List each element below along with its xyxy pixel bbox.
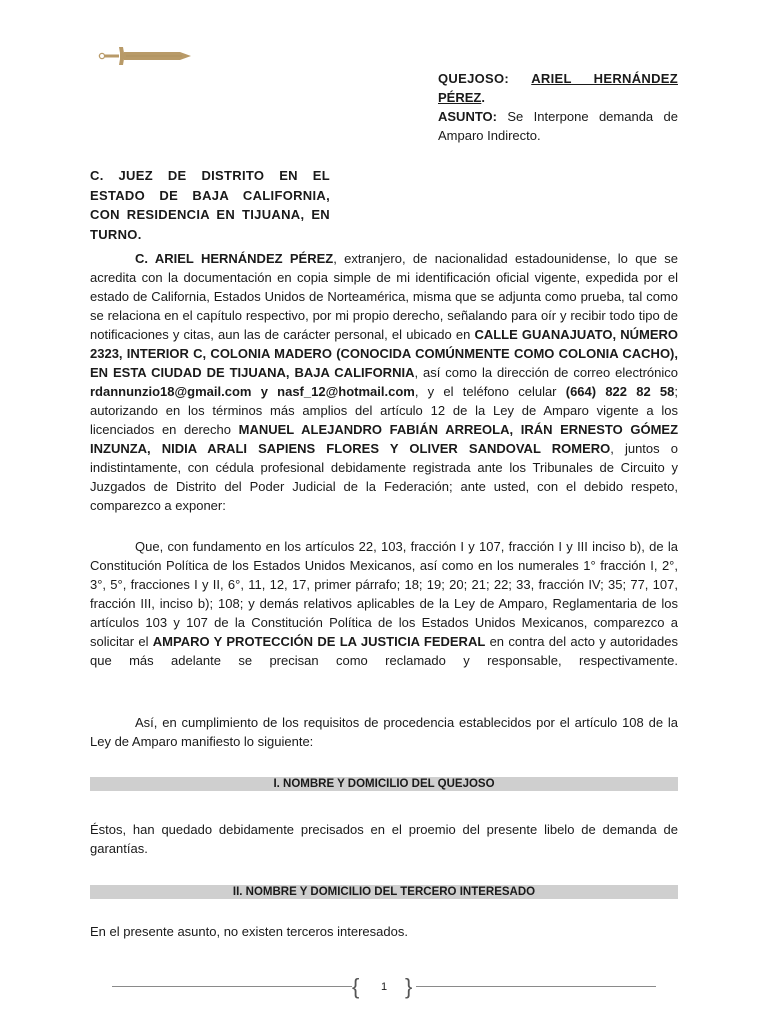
- asunto-label: ASUNTO:: [438, 109, 497, 124]
- case-header: [438, 69, 678, 145]
- plaintiff-name: C. ARIEL HERNÁNDEZ PÉREZ: [135, 251, 334, 266]
- quejoso-name: ARIEL HERNÁNDEZ: [531, 71, 678, 86]
- quejoso-name-continued: PÉREZ.: [438, 90, 485, 105]
- quejoso-line: [438, 69, 678, 88]
- section-heading-tercero: II. NOMBRE Y DOMICILIO DEL TERCERO INTERESADO: [90, 885, 678, 899]
- proemio-paragraph: C. ARIEL HERNÁNDEZ PÉREZ, extranjero, de nacionalidad estadounidense, lo que se acredita con la documentación en copia simple de mi identificación oficial vigente, expedida por el estado de California, Estados Unidos de Norteamérica, misma que se adjunta como prueba, tal como se relaciona en el capítulo respectivo, por mi propio derecho, señalando para oír y recibir todo tipo de notificaciones y citas, aun las de carácter personal, el ubicado en CALLE GUANAJUATO, NÚMERO 2323, INTERIOR C, COLONIA MADERO (CONOCIDA COMÚNMENTE COMO COLONIA CACHO), EN ESTA CIUDAD DE TIJUANA, BAJA CALIFORNIA, así como la dirección de correo electrónico rdannunzio18@gmail.com y nasf_12@hotmail.com, y el teléfono celular (664) 822 82 58; autorizando en los términos más amplios del artículo 12 de la Ley de Amparo vigente a los licenciados en derecho MANUEL ALEJANDRO FABIÁN ARREOLA, IRÁN ERNESTO GÓMEZ INZUNZA, NIDIA ARALI SAPIENS FLORES Y OLIVER SANDOVAL ROMERO, juntos o indistintamente, con cédula profesional debidamente registrada ante los Tribunales de Circuito y Juzgados de Distrito del Poder Judicial de la Federación; ante usted, con el debido respeto, comparezco a exponer:: [90, 251, 679, 513]
- quejoso-label: QUEJOSO:: [438, 71, 510, 86]
- asunto-line: [438, 107, 678, 145]
- authorized-lawyers: MANUEL ALEJANDRO FABIÁN ARREOLA, IRÁN ERNESTO GÓMEZ INZUNZA, NIDIA ARALI SAPIENS FLORES Y OLIVER SANDOVAL ROMERO: [90, 422, 679, 456]
- plaintiff-phone: (664) 822 82 58: [565, 384, 675, 399]
- section-heading-quejoso: I. NOMBRE Y DOMICILIO DEL QUEJOSO: [90, 777, 678, 791]
- section-one-paragraph: Éstos, han quedado debidamente precisados en el proemio del presente libelo de demanda de garantías.: [90, 822, 678, 856]
- amparo-request: AMPARO Y PROTECCIÓN DE LA JUSTICIA FEDERAL: [152, 634, 486, 649]
- addressee-judge: C. JUEZ DE DISTRITO EN EL ESTADO DE BAJA CALIFORNIA, CON RESIDENCIA EN TIJUANA, EN TURNO.: [90, 168, 330, 242]
- right-brace-icon: }: [405, 974, 413, 999]
- left-brace-icon: {: [352, 974, 360, 999]
- requirements-intro-paragraph: Así, en cumplimiento de los requisitos de procedencia establecidos por el artículo 108 de la Ley de Amparo manifiesto lo siguiente:: [90, 715, 678, 749]
- legal-basis-paragraph: Que, con fundamento en los artículos 22, 103, fracción I y 107, fracción I y III inciso b), de la Constitución Política de los Estados Unidos Mexicanos, así como en los numerales 1° fracción I, 2°, 3°, 5°, fracciones I y II, 6°, 11, 12, 17, primer párrafo; 18; 19; 20; 21; 22; 33, fracción IV; 35; 77, 107, fracción III, inciso b); 108; y demás relativos aplicables de la Ley de Amparo, Reglamentaria de los artículos 103 y 107 de la Constitución Política de los Estados Unidos Mexicanos, comparezco a solicitar el AMPARO Y PROTECCIÓN DE LA JUSTICIA FEDERAL en contra del acto y autoridades que más adelante se precisan como reclamado y responsable, respectivamente.: [90, 539, 678, 668]
- sword-icon: [98, 44, 192, 68]
- plaintiff-address: CALLE GUANAJUATO, NÚMERO 2323, INTERIOR C, COLONIA MADERO (CONOCIDA COMÚNMENTE COMO COLONIA CACHO), EN ESTA CIUDAD DE TIJUANA, BAJA CALIFORNIA: [90, 327, 678, 380]
- page-number: 1: [380, 981, 388, 993]
- footer-rule-left: [112, 986, 352, 987]
- footer-rule-right: [416, 986, 656, 987]
- asunto-text: Se Interpone demanda de Amparo Indirecto.: [438, 109, 678, 143]
- plaintiff-emails: rdannunzio18@gmail.com y nasf_12@hotmail.com: [90, 384, 415, 399]
- section-two-paragraph: En el presente asunto, no existen terceros interesados.: [90, 924, 408, 939]
